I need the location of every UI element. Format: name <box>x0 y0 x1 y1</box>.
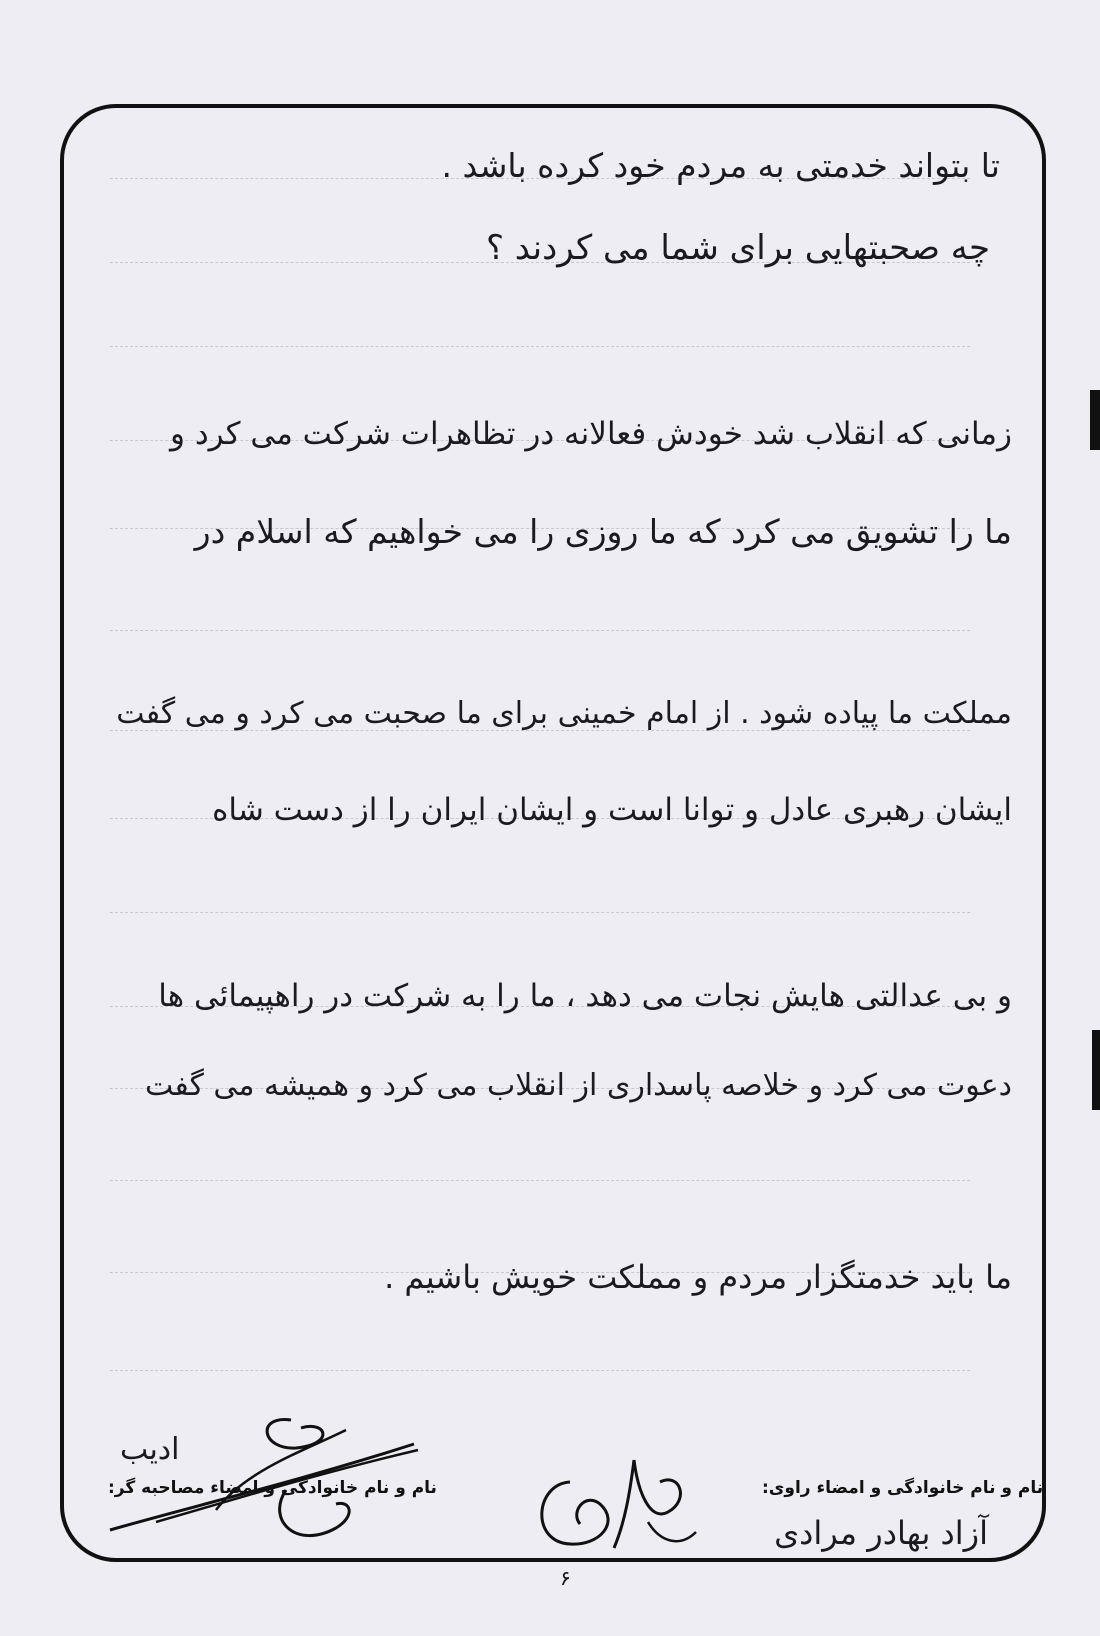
guide-line <box>110 630 970 631</box>
handwritten-line: چه صحبتهایی برای شما می کردند ؟ <box>485 228 990 268</box>
scan-edge-mark <box>1092 1030 1100 1110</box>
guide-line <box>110 912 970 913</box>
handwritten-line: مملکت ما پیاده شود . از امام خمینی برای ما صحبت می کرد و می گفت <box>116 696 1012 731</box>
interviewer-label: نام و نام خانوادگی و امضاء مصاحبه گر: <box>108 1478 437 1498</box>
narrator-signature <box>530 1452 700 1562</box>
handwritten-line: ایشان رهبری عادل و توانا است و ایشان ایران را از دست شاه <box>212 792 1012 828</box>
guide-line <box>110 1370 970 1371</box>
scan-edge-mark <box>1090 390 1100 450</box>
handwritten-line: تا بتواند خدمتی به مردم خود کرده باشد . <box>441 146 1000 185</box>
handwritten-line: و بی عدالتی هایش نجات می دهد ، ما را به شرکت در راهپیمائی ها <box>158 978 1012 1014</box>
interviewer-signature <box>96 1410 476 1560</box>
guide-line <box>110 1180 970 1181</box>
interviewer-name: ادیب <box>120 1432 180 1467</box>
narrator-label: نام و نام خانوادگی و امضاء راوی: <box>762 1478 1044 1498</box>
handwritten-line: زمانی که انقلاب شد خودش فعالانه در تظاهرات شرکت می کرد و <box>170 416 1012 452</box>
narrator-name: آزاد بهادر مرادی <box>774 1514 988 1552</box>
handwritten-line: ما باید خدمتگزار مردم و مملکت خویش باشیم . <box>384 1258 1012 1296</box>
page-border <box>60 104 1046 1562</box>
guide-line <box>110 346 970 347</box>
handwritten-line: دعوت می کرد و خلاصه پاسداری از انقلاب می کرد و همیشه می گفت <box>144 1068 1012 1103</box>
handwritten-line: ما را تشویق می کرد که ما روزی را می خواهیم که اسلام در <box>194 512 1012 551</box>
page-number: ۶ <box>560 1566 571 1590</box>
